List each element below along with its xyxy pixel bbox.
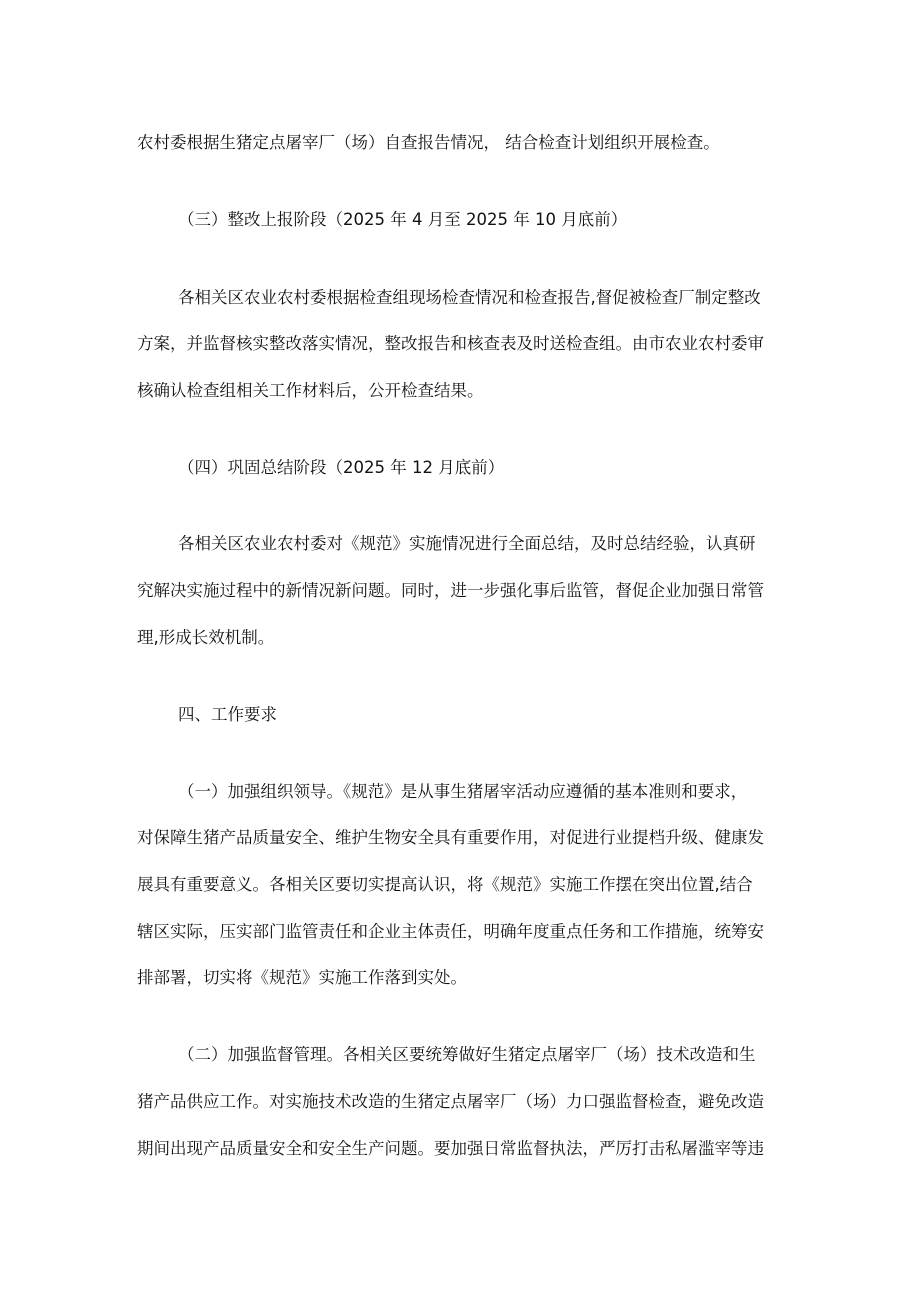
section-heading: （三）整改上报阶段（2025 年 4 月至 2025 年 10 月底前） — [178, 210, 628, 229]
paragraph-line: 辖区实际，压实部门监管责任和企业主体责任，明确年度重点任务和工作措施，统筹安 — [137, 922, 764, 941]
paragraph-line: 展具有重要意义。各相关区要切实提高认识，将《规范》实施工作摆在突出位置,结合 — [137, 875, 753, 894]
paragraph-line: 对保障生猪产品质量安全、维护生物安全具有重要作用，对促进行业提档升级、健康发 — [137, 828, 764, 847]
paragraph-line: 各相关区农业农村委对《规范》实施情况进行全面总结，及时总结经验，认真研 — [178, 534, 756, 553]
paragraph-line: 期间出现产品质量安全和安全生产问题。要加强日常监督执法，严厉打击私屠滥宰等违 — [137, 1139, 764, 1158]
paragraph-line: 农村委根据生猪定点屠宰厂（场）自查报告情况， 结合检查计划组织开展检查。 — [137, 133, 720, 152]
chapter-heading: 四、工作要求 — [178, 705, 277, 724]
paragraph-line: 究解决实施过程中的新情况新问题。同时，进一步强化事后监管，督促企业加强日常管 — [137, 581, 764, 600]
paragraph-line: 理,形成长效机制。 — [137, 628, 275, 647]
paragraph-line: （二）加强监督管理。各相关区要统筹做好生猪定点屠宰厂（场）技术改造和生 — [178, 1045, 756, 1064]
paragraph-line: 各相关区农业农村委根据检查组现场检查情况和检查报告,督促被检查厂制定整改 — [178, 288, 761, 307]
paragraph-line: 方案，并监督核实整改落实情况，整改报告和核查表及时送检查组。由市农业农村委审 — [137, 334, 764, 353]
paragraph-line: 排部署，切实将《规范》实施工作落到实处。 — [137, 968, 467, 987]
paragraph-line: 猪产品供应工作。对实施技术改造的生猪定点屠宰厂（场）力口强监督检查，避免改造 — [137, 1092, 764, 1111]
paragraph-line: （一）加强组织领导。《规范》是从事生猪屠宰活动应遵循的基本准则和要求， — [178, 782, 748, 801]
section-heading: （四）巩固总结阶段（2025 年 12 月底前） — [178, 458, 505, 477]
paragraph-line: 核确认检查组相关工作材料后，公开检查结果。 — [137, 381, 484, 400]
